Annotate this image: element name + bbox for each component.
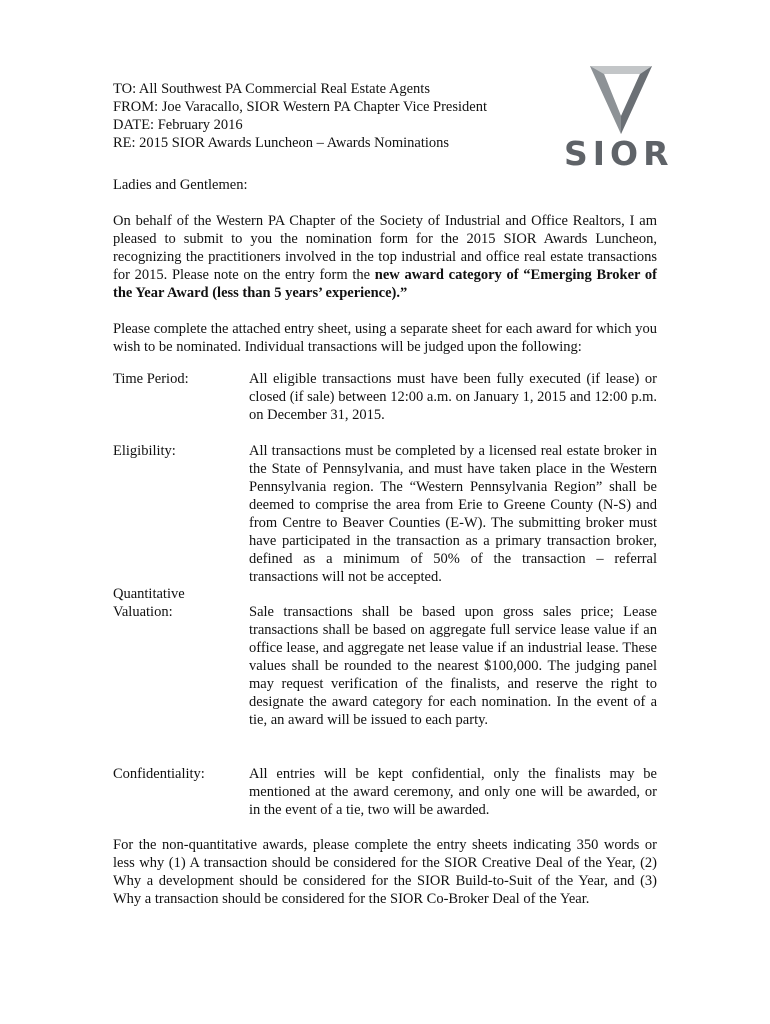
sior-wordmark: SIOR (564, 134, 674, 173)
criterion-label-line2: Valuation: (113, 604, 173, 620)
criterion-label: Time Period: (113, 371, 189, 387)
memo-header (113, 80, 543, 152)
intro-paragraph (113, 212, 657, 302)
criterion-text: All transactions must be completed by a licensed real estate broker in the State of Pennsylvania, and must have taken place in the Western Pennsylvania region. The “Western Pennsylvania Region” shall be deemed to comprise the area from Erie to Greene County (N-S) and from Centre to Beaver Counties (E-W). The submitting broker must have participated in the transaction as a primary transaction broker, defined as a minimum of 50% of the transaction – referral transactions will not be accepted. (249, 443, 657, 585)
memo-from: FROM: Joe Varacallo, SIOR Western PA Chapter Vice President (113, 99, 487, 115)
memo-to: TO: All Southwest PA Commercial Real Estate Agents (113, 81, 430, 97)
criterion-label: Confidentiality: (113, 766, 205, 782)
criterion-label: Eligibility: (113, 443, 176, 459)
criterion-text: Sale transactions shall be based upon gross sales price; Lease transactions shall be based on aggregate full service lease value if an office lease, and aggregate net lease value if an industrial lease. These values shall be rounded to the nearest $100,000. The judging panel may request verification of the finalists, and reserve the right to designate the award category for each nomination. In the event of a tie, an award will be issued to each party. (249, 604, 657, 728)
criterion-label-line1: Quantitative (113, 586, 185, 602)
sior-logo (564, 58, 684, 178)
shield-chevron-icon (564, 58, 678, 136)
criterion-label (113, 585, 243, 621)
memo-re: RE: 2015 SIOR Awards Luncheon – Awards Nominations (113, 135, 450, 151)
instructions-paragraph: Please complete the attached entry sheet, using a separate sheet for each award for which you wish to be nominated. Individual transactions will be judged upon the following: (113, 321, 657, 355)
new-category-highlight: new award category of “Emerging Broker of the Year Award (less than 5 years’ experience).” (113, 267, 657, 301)
intro-text: On behalf of the Western PA Chapter of the Society of Industrial and Office Realtors, I am pleased to submit to you the nomination form for the 2015 SIOR Awards Luncheon, recognizing the practitioners involved in the top industrial and office real estate transactions for 2015. Please note on the entry form the (113, 213, 657, 283)
criterion-text: All entries will be kept confidential, only the finalists may be mentioned at the award ceremony, and only one will be awarded, or in the event of a tie, two will be awarded. (249, 766, 657, 818)
greeting: Ladies and Gentlemen: (113, 177, 248, 193)
criterion-text: All eligible transactions must have been fully executed (if lease) or closed (if sale) between 12:00 a.m. on January 1, 2015 and 12:00 p.m. on December 31, 2015. (249, 371, 657, 423)
closing-paragraph: For the non-quantitative awards, please complete the entry sheets indicating 350 words or less why (1) A transaction should be considered for the SIOR Creative Deal of the Year, (2) Why a development should be considered for the SIOR Build-to-Suit of the Year, and (3) Why a transaction should be considered for the SIOR Co-Broker Deal of the Year. (113, 837, 657, 907)
memo-date: DATE: February 2016 (113, 117, 243, 133)
